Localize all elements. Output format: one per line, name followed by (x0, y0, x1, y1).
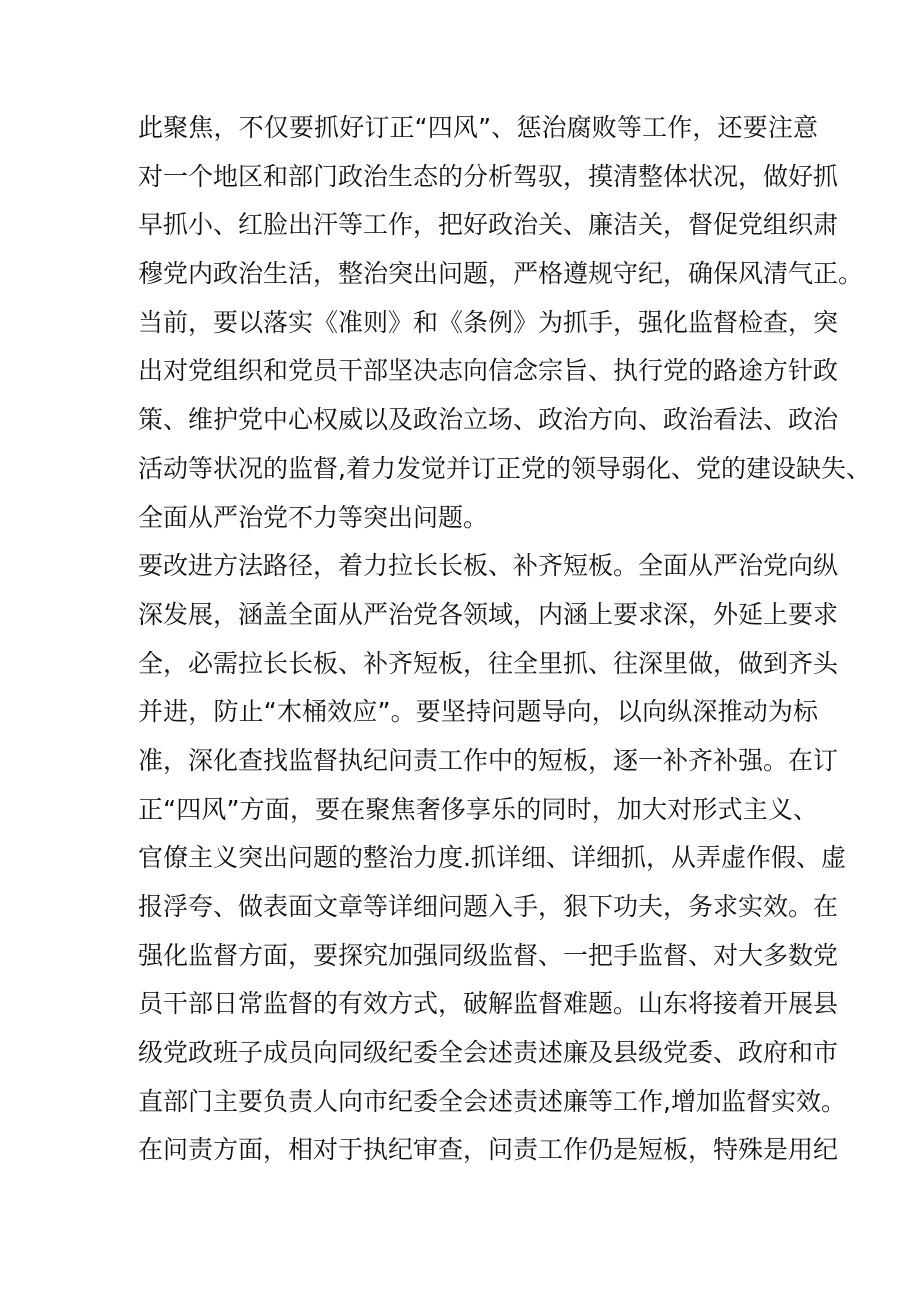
text-line: 要改进方法路径，着力拉长长板、补齐短板。全面从严治党向纵 (138, 551, 839, 581)
text-line: 深发展，涵盖全面从严治党各领域，内涵上要求深，外延上要求 (138, 599, 839, 629)
text-line: 在问责方面，相对于执纪审查，问责工作仍是短板，特殊是用纪 (138, 1135, 839, 1165)
text-line: 全，必需拉长长板、补齐短板，往全里抓、往深里做，做到齐头 (138, 648, 839, 678)
text-line: 官僚主义突出问题的整治力度.抓详细、详细抓，从弄虚作假、虚 (138, 843, 846, 873)
text-line: 准，深化查找监督执纪问责工作中的短板，逐一补齐补强。在订 (138, 745, 839, 775)
text-line: 当前，要以落实《准则》和《条例》为抓手，强化监督检查，突 (138, 307, 839, 337)
text-line: 正“四风”方面，要在聚焦奢侈享乐的同时，加大对形式主义、 (138, 794, 818, 824)
text-line: 直部门主要负责人向市纪委全会述责述廉等工作,增加监督实效。 (138, 1086, 846, 1116)
text-line: 策、维护党中心权威以及政治立场、政治方向、政治看法、政治 (138, 405, 839, 435)
body-text (138, 104, 871, 1175)
text-line: 活动等状况的监督,着力发觉并订正党的领导弱化、党的建设缺失、 (138, 453, 871, 483)
text-line: 穆党内政治生活，整治突出问题，严格遵规守纪，确保风清气正。 (138, 259, 864, 289)
text-line: 报浮夸、做表面文章等详细问题入手，狠下功夫，务求实效。在 (138, 892, 839, 921)
text-line: 全面从严治党不力等突出问题。 (138, 502, 489, 532)
text-line: 员干部日常监督的有效方式，破解监督难题。山东将接着开展县 (138, 989, 839, 1019)
text-line: 强化监督方面，要探究加强同级监督、一把手监督、对大多数党 (138, 940, 839, 970)
text-line: 并进，防止“木桶效应”。要坚持问题导向，以向纵深推动为标 (138, 697, 818, 727)
text-line: 出对党组织和党员干部坚决志向信念宗旨、执行党的路途方针政 (138, 356, 839, 386)
text-line: 此聚焦，不仅要抓好订正“四风”、惩治腐败等工作，还要注意 (138, 113, 818, 142)
text-line: 对一个地区和部门政治生态的分析驾驭，摸清整体状况，做好抓 (138, 161, 839, 191)
text-line: 级党政班子成员向同级纪委全会述责述廉及县级党委、政府和市 (138, 1038, 839, 1068)
text-line: 早抓小、红脸出汗等工作，把好政治关、廉洁关，督促党组织肃 (138, 210, 839, 240)
